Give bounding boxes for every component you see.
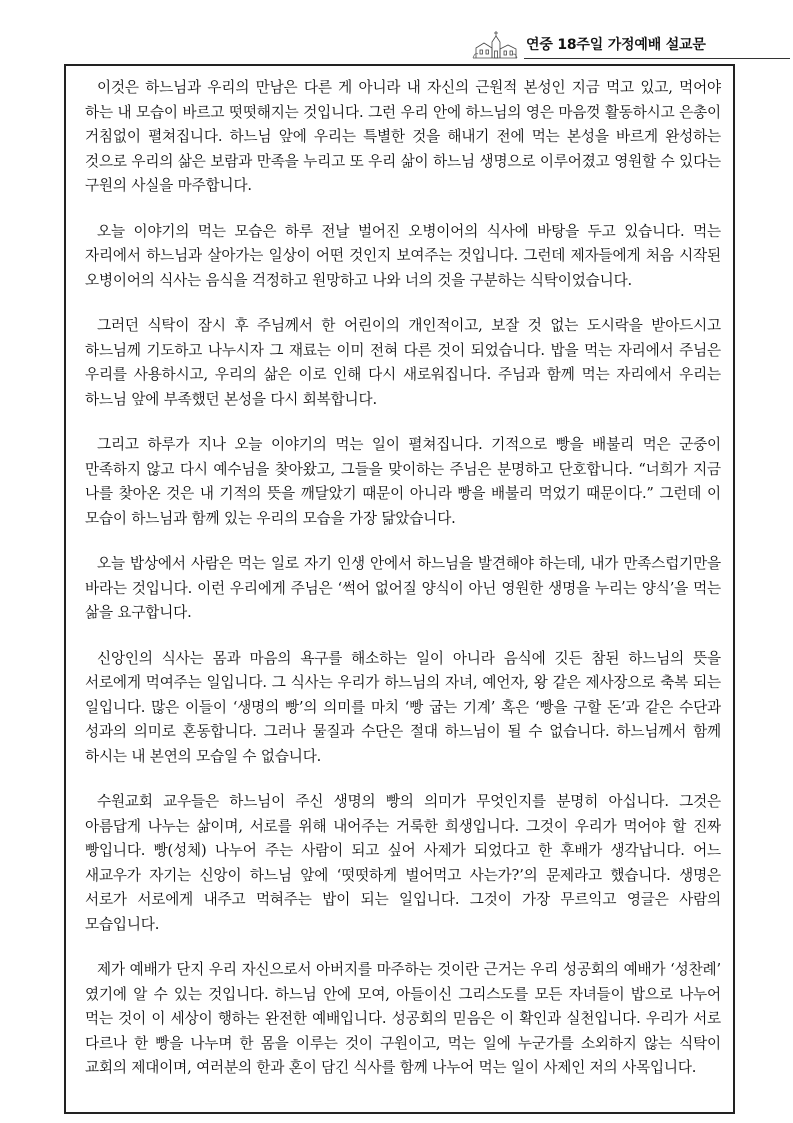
sermon-paragraph: 제가 예배가 단지 우리 자신으로서 아버지를 마주하는 것이란 근거는 우리 성공회의 예배가 ‘성찬례’ 였기에 알 수 있는 것입니다. 하느님 안에 모여, 아들이신 그리스도를 모든 자녀들이 밥으로 나누어 먹는 것이 이 세상이 행하는 완전한 예배입니다. 성공회의 믿음은 이 확인과 실천입니다. 우리가 서로 다르나 한 빵을 나누며 한 몸을 이루는 것이 구원이고, 먹는 일에 누군가를 소외하지 않는 식탁이 교회의 제대이며, 여러분의 한과 혼이 담긴 식사를 함께 나누어 먹는 일이 사제인 저의 사목입니다. <box>85 961 721 1076</box>
sermon-paragraph: 오늘 이야기의 먹는 모습은 하루 전날 벌어진 오병이어의 식사에 바탕을 두고 있습니다. 먹는 자리에서 하느님과 살아가는 일상이 어떤 것인지 보여주는 것입니다. 그런데 제자들에게 처음 시작된 오병이어의 식사는 음식을 걱정하고 원망하고 나와 너의 것을 구분하는 식탁이었습니다. <box>85 222 721 289</box>
sermon-paragraph: 수원교회 교우들은 하느님이 주신 생명의 빵의 의미가 무엇인지를 분명히 아십니다. 그것은 아름답게 나누는 삶이며, 서로를 위해 내어주는 거룩한 희생입니다. 그것이 우리가 먹어야 할 진짜 빵입니다. 빵(성체) 나누어 주는 사람이 되고 싶어 사제가 되었다고 한 후배가 생각납니다. 어느 새교우가 자기는 신앙이 하느님 앞에 ‘떳떳하게 벌어먹고 사는가?’의 문제라고 했습니다. 생명은 서로가 서로에게 내주고 먹혀주는 밥이 되는 일입니다. 그것이 가장 무르익고 영글은 사람의 모습입니다. <box>85 793 721 933</box>
sermon-text-box <box>64 64 735 1114</box>
page-title: 연중 18주일 가정예배 설교문 <box>526 37 706 53</box>
church-building-icon <box>472 30 518 60</box>
sermon-paragraph: 이것은 하느님과 우리의 만남은 다른 게 아니라 내 자신의 근원적 본성인 지금 먹고 있고, 먹어야 하는 내 모습이 바르고 떳떳해지는 것입니다. 그런 우리 안에 하느님의 영은 마음껏 활동하시고 은총이 거침없이 펼쳐집니다. 하느님 앞에 우리는 특별한 것을 해내기 전에 먹는 본성을 바르게 완성하는 것으로 우리의 삶은 보람과 만족을 누리고 또 우리 삶이 하느님 생명으로 이루어졌고 영원할 수 있다는 구원의 사실을 마주합니다. <box>85 79 721 194</box>
sermon-paragraph: 그러던 식탁이 잠시 후 주님께서 한 어린이의 개인적이고, 보잘 것 없는 도시락을 받아드시고 하느님께 기도하고 나누시자 그 재료는 이미 전혀 다른 것이 되었습니다. 밥을 먹는 자리에서 주님은 우리를 사용하시고, 우리의 삶은 이로 인해 다시 새로워집니다. 주님과 함께 먹는 자리에서 우리는 하느님 앞에 부족했던 본성을 다시 회복합니다. <box>85 317 721 408</box>
header-divider <box>524 58 790 59</box>
sermon-paragraph: 그리고 하루가 지나 오늘 이야기의 먹는 일이 펼쳐집니다. 기적으로 빵을 배불리 먹은 군중이 만족하지 않고 다시 예수님을 찾아왔고, 그들을 맞이하는 주님은 분명하고 단호합니다. “너희가 지금 나를 찾아온 것은 내 기적의 뜻을 깨달았기 때문이 아니라 빵을 배불리 먹었기 때문이다.” 그런데 이 모습이 하느님과 함께 있는 우리의 모습을 가장 닮았습니다. <box>85 436 721 527</box>
sermon-paragraph: 오늘 밥상에서 사람은 먹는 일로 자기 인생 안에서 하느님을 발견해야 하는데, 내가 만족스럽기만을 바라는 것입니다. 이런 우리에게 주님은 ‘썩어 없어질 양식이 아닌 영원한 생명을 누리는 양식’을 먹는 삶을 요구합니다. <box>85 555 721 621</box>
sermon-paragraph: 신앙인의 식사는 몸과 마음의 욕구를 해소하는 일이 아니라 음식에 깃든 참된 하느님의 뜻을 서로에게 먹여주는 일입니다. 그 식사는 우리가 하느님의 자녀, 예언자, 왕 같은 제사장으로 축복 되는 일입니다. 많은 이들이 ‘생명의 빵’의 의미를 마치 ‘빵 굽는 기계’ 혹은 ‘빵을 구할 돈’과 같은 수단과 성과의 의미로 혼동합니다. 그러나 물질과 수단은 절대 하느님이 될 수 없습니다. 하느님께서 함께 하시는 내 본연의 모습일 수 없습니다. <box>85 649 721 765</box>
page-header <box>472 28 790 62</box>
